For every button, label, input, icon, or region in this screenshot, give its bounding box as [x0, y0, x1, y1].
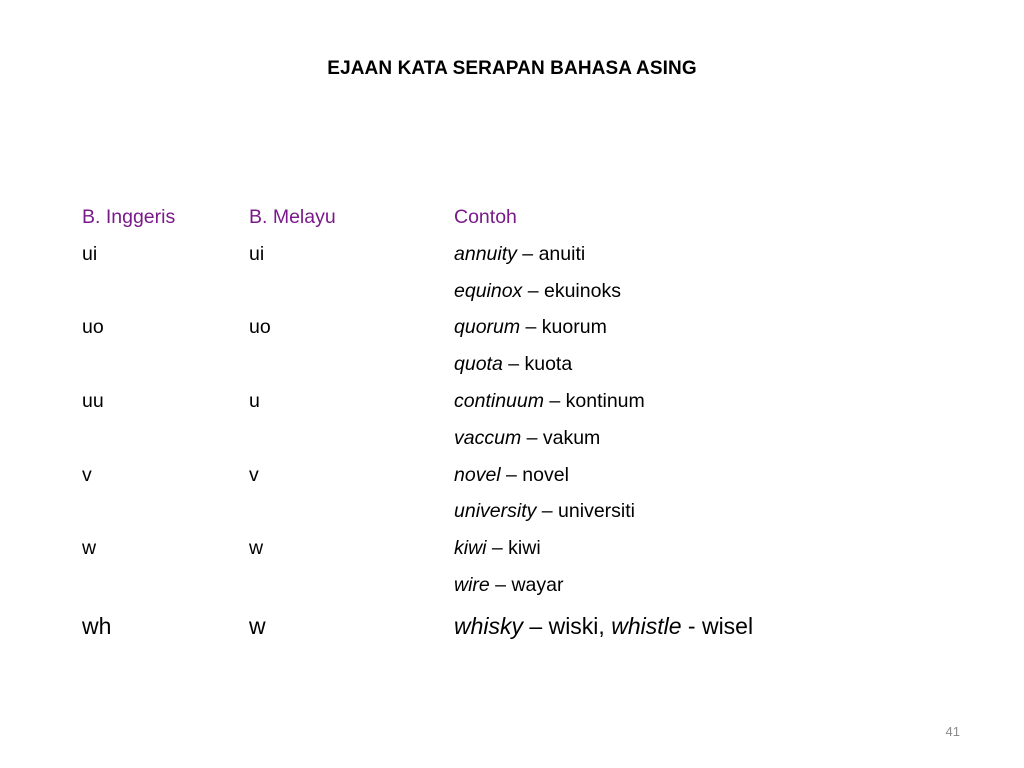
english-spelling: v — [82, 463, 92, 486]
malay-word: – kontinum — [543, 389, 645, 412]
malay-spelling: v — [249, 463, 259, 486]
english-word: vaccum — [454, 426, 522, 449]
english-word: equinox — [454, 279, 523, 302]
english-word: wire — [454, 573, 490, 596]
example-cell — [454, 457, 569, 494]
malay-spelling: uo — [249, 316, 271, 339]
malay-word: – anuiti — [516, 242, 586, 265]
slide-title: EJAAN KATA SERAPAN BAHASA ASING — [327, 58, 697, 79]
table-row — [82, 530, 882, 567]
malay-word: – ekuinoks — [522, 279, 621, 302]
malay-word: – kuota — [502, 353, 573, 376]
example-cell — [454, 236, 585, 273]
english-word: continuum — [454, 389, 544, 412]
malay-spelling: ui — [249, 242, 265, 265]
example-cell — [454, 493, 635, 530]
malay-word: – wayar — [489, 573, 564, 596]
table-row — [82, 493, 882, 530]
english-spelling: ui — [82, 242, 98, 265]
malay-word: – vakum — [521, 426, 601, 449]
example-cell — [454, 273, 621, 310]
malay-spelling: u — [249, 389, 260, 412]
example-cell — [454, 567, 563, 604]
table-row — [82, 309, 882, 346]
english-word: university — [454, 500, 537, 523]
vocabulary-table — [82, 199, 882, 648]
english-spelling: w — [82, 537, 97, 560]
english-word: whistle — [611, 612, 682, 639]
header-english: B. Inggeris — [82, 206, 176, 228]
table-row — [82, 236, 882, 273]
english-word: whisky — [454, 612, 524, 639]
header-malay: B. Melayu — [249, 206, 336, 228]
english-word: annuity — [454, 242, 517, 265]
table-row — [82, 567, 882, 604]
table-row — [82, 457, 882, 494]
table-row — [82, 420, 882, 457]
malay-word: – wiski, — [523, 612, 612, 639]
malay-word: – kuorum — [520, 316, 607, 339]
malay-word: – universiti — [536, 500, 635, 523]
english-word: novel — [454, 463, 501, 486]
table-header-row — [82, 199, 882, 236]
table-row — [82, 346, 882, 383]
table-row — [82, 273, 882, 310]
english-word: kiwi — [454, 537, 487, 560]
table-row — [82, 383, 882, 420]
english-spelling: uu — [82, 389, 104, 412]
example-cell — [454, 383, 645, 420]
english-word: quota — [454, 353, 503, 376]
malay-spelling: w — [249, 537, 264, 560]
example-cell — [454, 530, 541, 567]
english-word: quorum — [454, 316, 521, 339]
malay-spelling: w — [249, 612, 266, 639]
example-cell — [454, 309, 607, 346]
english-spelling: wh — [82, 612, 112, 639]
table-row — [82, 604, 882, 648]
header-example: Contoh — [454, 206, 517, 228]
malay-word: – kiwi — [486, 537, 541, 560]
example-cell — [454, 346, 572, 383]
example-cell — [454, 420, 600, 457]
english-spelling: uo — [82, 316, 104, 339]
slide-number: 41 — [945, 724, 960, 739]
example-cell — [454, 604, 753, 648]
malay-word: – novel — [500, 463, 569, 486]
malay-word: - wisel — [681, 612, 754, 639]
